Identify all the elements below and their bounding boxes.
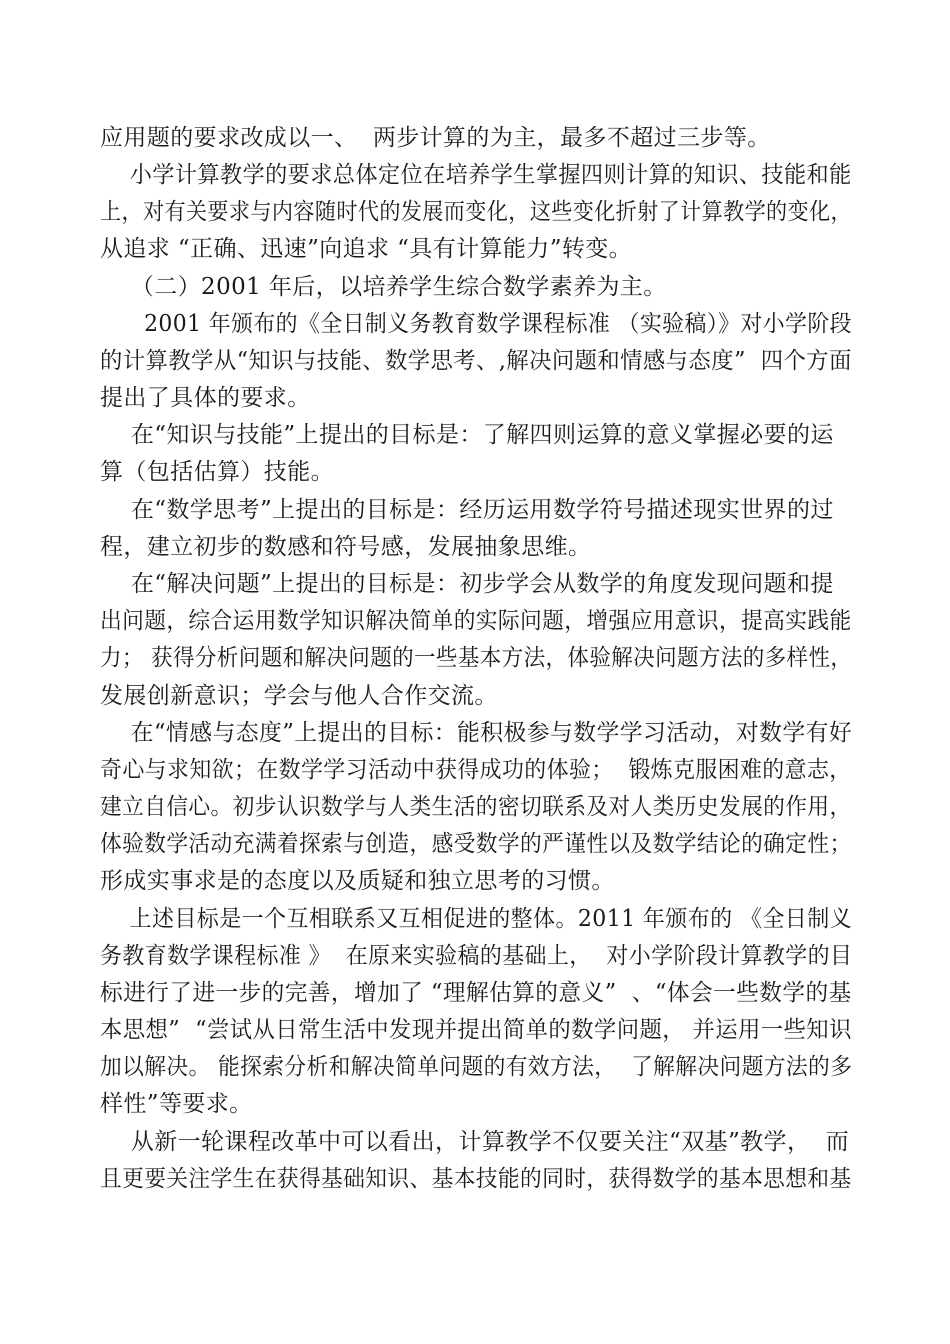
text-line: 小学计算教学的要求总体定位在培养学生掌握四则计算的知识、技能和能	[100, 162, 852, 188]
text-line: 标进行了进一步的完善，增加了 “理解估算的意义” 、“体会一些数学的基	[100, 980, 852, 1006]
text-line: 发展创新意识；学会与他人合作交流。	[100, 683, 498, 709]
text-line: 本思想” “尝试从日常生活中发现并提出简单的数学问题， 并运用一些知识	[100, 1017, 852, 1043]
text-line: 力； 获得分析问题和解决问题的一些基本方法，体验解决问题方法的多样性，	[100, 645, 853, 671]
text-line: （二）2001 年后，以培养学生综合数学素养为主。	[100, 274, 667, 300]
text-line: 的计算教学从“知识与技能、数学思考、,解决问题和情感与态度” 四个方面	[100, 348, 852, 374]
text-line: 出问题，综合运用数学知识解决简单的实际问题，增强应用意识，提高实践能	[100, 608, 852, 634]
text-line: 在“知识与技能”上提出的目标是：了解四则运算的意义掌握必要的运	[100, 422, 834, 448]
text-line: 应用题的要求改成以一、 两步计算的为主，最多不超过三步等。	[100, 125, 771, 151]
text-line: 在“数学思考”上提出的目标是：经历运用数学符号描述现实世界的过	[100, 497, 834, 523]
text-line: 在“情感与态度”上提出的目标：能积极参与数学学习活动，对数学有好	[100, 720, 853, 746]
text-line: 2001 年颁布的《全日制义务教育数学课程标准 （实验稿）》对小学阶段	[100, 311, 852, 337]
text-line: 从追求 “正确、迅速”向追求 “具有计算能力”转变。	[100, 236, 633, 262]
text-line: 从新一轮课程改革中可以看出，计算教学不仅要关注“双基”教学， 而	[100, 1129, 850, 1155]
text-line: 上，对有关要求与内容随时代的发展而变化，这些变化折射了计算教学的变化，	[100, 199, 853, 225]
text-line: 且更要关注学生在获得基础知识、基本技能的同时，获得数学的基本思想和基	[100, 1166, 852, 1192]
text-line: 样性”等要求。	[100, 1091, 253, 1117]
text-line: 奇心与求知欲；在数学学习活动中获得成功的体验； 锻炼克服困难的意志，	[100, 757, 852, 783]
text-line: 上述目标是一个互相联系又互相促进的整体。2011 年颁布的 《全日制义	[100, 906, 853, 932]
text-line: 务教育数学课程标准 》 在原来实验稿的基础上， 对小学阶段计算教学的目	[100, 943, 853, 969]
text-line: 算（包括估算）技能。	[100, 459, 334, 485]
text-line: 在“解决问题”上提出的目标是：初步学会从数学的角度发现问题和提	[100, 571, 834, 597]
text-line: 加以解决。 能探索分析和解决简单问题的有效方法， 了解解决问题方法的多	[100, 1054, 853, 1080]
text-line: 形成实事求是的态度以及质疑和独立思考的习惯。	[100, 868, 615, 894]
text-line: 建立自信心。初步认识数学与人类生活的密切联系及对人类历史发展的作用，	[100, 794, 852, 820]
text-line: 提出了具体的要求。	[100, 385, 311, 411]
text-line: 体验数学活动充满着探索与创造，感受数学的严谨性以及数学结论的确定性；	[100, 831, 852, 857]
text-line: 程，建立初步的数感和符号感，发展抽象思维。	[100, 534, 592, 560]
